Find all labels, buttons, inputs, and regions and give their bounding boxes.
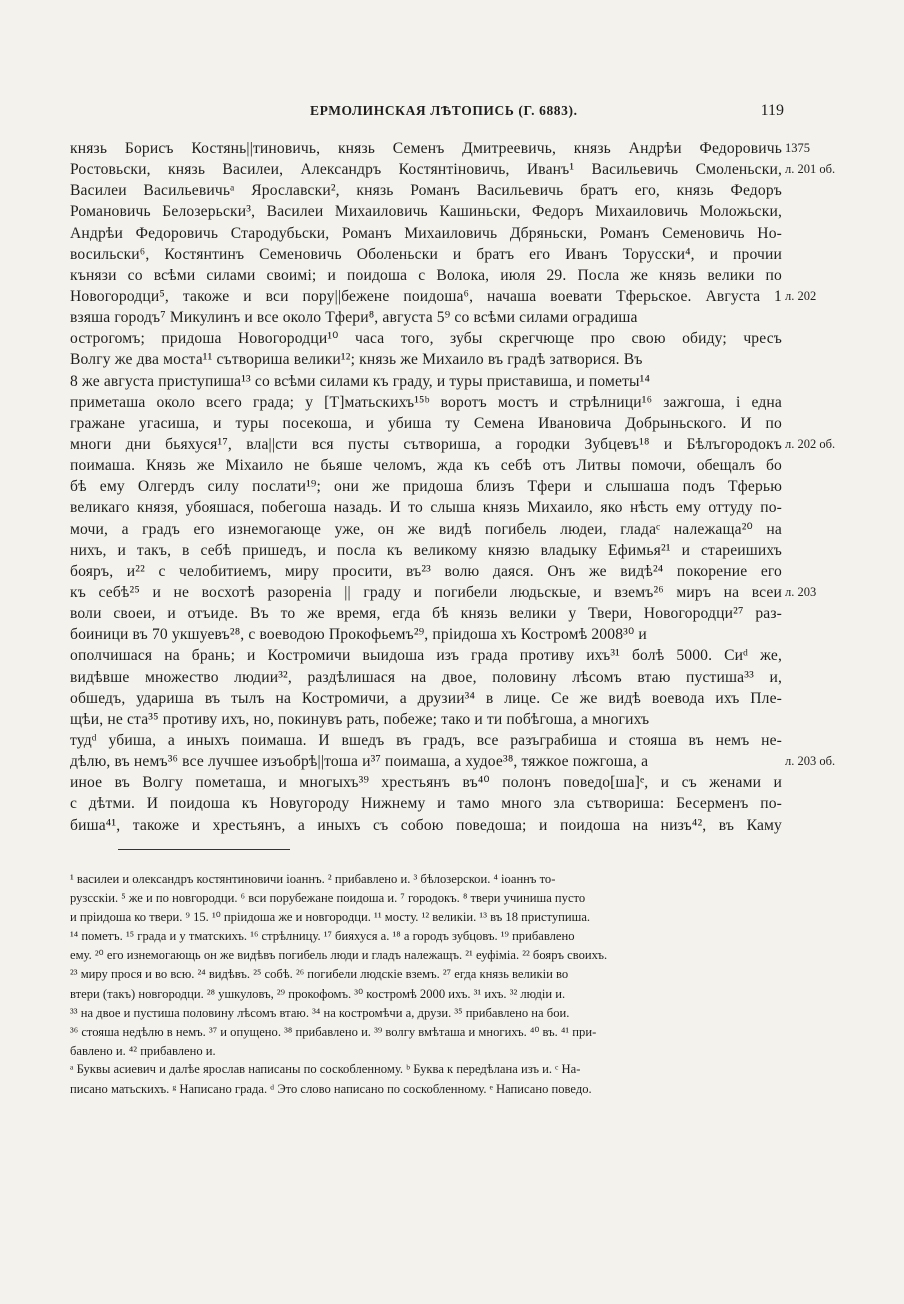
page-number: 119 [760,102,784,119]
footnote-line: ему. ²⁰ его изнемогающь он же видѣвъ погибель люди и гладъ належащъ. ²¹ еуфіміа. ²² бояръ своихъ. [70,948,608,963]
text-line: Новогородци⁵, такоже и вси пору||бежене поидоша⁶, начаша воевати Тферьское. Августа 1 [70,287,782,305]
text-line: тудᵈ убиша, а иныхъ поимаша. И вшедъ въ градъ, все разъграбиша и стояша въ немъ не- [70,731,782,749]
text-line: къ себѣ²⁵ и не восхотѣ разореніа || граду и погибели людьскые, и вземъ²⁶ миръ на всеи [70,583,782,601]
running-head [70,103,782,123]
text-line: поимаша. Князь же Міхаило не бьяше челомъ, жда къ себѣ отъ Литвы помочи, обещалъ бо [70,457,782,475]
text-line: боиници въ 70 укшуевъ²⁸, с воеводою Прокофьемъ²⁹, пріидоша хъ Костромѣ 2008³⁰ и [70,626,647,644]
footnote-line: ¹⁴ пометъ. ¹⁵ града и у тматскихъ. ¹⁶ стрѣлницу. ¹⁷ бияхуся а. ¹⁸ а городъ зубцовъ. ¹⁹ прибавлено [70,929,575,944]
margin-note: л. 202 [785,289,817,304]
text-line: с дѣтми. И поидоша къ Новугороду Нижнему и тамо много зла сътвориша: Бесерменъ по- [70,795,782,813]
footnote-line: ³³ на двое и пустиша половину лѣсомъ втаю. ³⁴ на костромѣчи а, друзи. ³⁵ прибавлено на бои. [70,1005,570,1020]
footnote-line: ¹ василеи и олександръ костянтиновичи іоаннъ. ² прибавлено и. ³ бѣлозерскои. ⁴ іоаннъ то- [70,872,556,886]
variant-footnotes [70,870,782,1061]
text-line: воли своеи, и отъиде. Въ то же время, егда бѣ князь велики у Твери, Новогородци²⁷ раз- [70,605,782,623]
text-line: бѣ ему Олгердъ силу послати¹⁹; они же придоша близъ Тфери и слышаша подъ Тферью [70,478,782,496]
margin-note: л. 203 [785,585,817,600]
text-line: острогомъ; придоша Новогородци¹⁰ часа того, зубы скрегчюще про свою обиду; чресъ [70,330,782,348]
margin-note: 1375 [785,141,810,155]
text-line: кънязи со всѣми силами своимі; и поидоша с Волока, июля 29. Посла же князь велики по [70,266,782,284]
text-line: Ростовьски, князь Василеи, Александръ Костянтіновичь, Иванъ¹ Васильевичь Смоленьски, [70,161,782,179]
text-line: биша⁴¹, такоже и хрестьянъ, а иныхъ съ собою поведоша; и поидоша на низъ⁴², въ Каму [70,816,782,834]
text-line: нихъ, и такъ, в себѣ пришедъ, и посла къ великому князю владыку Ефимья²¹ и стареишихъ [70,541,782,559]
text-line: восильски⁶, Костянтинъ Семеновичь Оболеньски и братъ его Иванъ Торусски⁴, и прочии [70,245,782,263]
footnote-line: бавлено и. ⁴² прибавлено и. [70,1043,216,1058]
footnote-divider [118,849,290,850]
footnote-line: ³⁶ стояша недѣлю в немъ. ³⁷ и опущено. ³⁸ прибавлено и. ³⁹ волгу вмѣташа и многихъ. ⁴⁰ въ. ⁴¹ при- [70,1024,597,1039]
text-line: 8 же августа приступиша¹³ со всѣми силами къ граду, и туры приставиша, и пометы¹⁴ [70,372,651,390]
margin-note: л. 202 об. [785,437,836,452]
text-line: ополчишася на брань; и Костромичи выидоша изъ града противу ихъ³¹ болѣ 5000. Сиᵈ же, [70,647,782,665]
text-line: иное въ Волгу пометаша, и многыхъ³⁹ хрестьянъ въ⁴⁰ полонъ поведо[ша]ᵉ, и съ женами и [70,774,782,792]
text-line: Андрѣи Федоровичь Стародубьски, Романъ Михаиловичь Дбряньски, Романъ Семеновичь Но- [70,224,782,242]
text-line: великаго князя, убояшася, побегоша назадь. И то слыша князь Михаило, яко нѣсть ему оттуду по- [70,499,782,517]
text-line: многи дни бьяхуся¹⁷, вла||сти вся пусты сътвориша, а городки Зубцевъ¹⁸ и Бѣлъгородокъ [70,435,782,453]
text-line: Романовичь Белозерьски³, Василеи Михаиловичь Кашиньски, Федоръ Михаиловичь Моложьски, [70,203,782,221]
text-line: Волгу же два моста¹¹ сътвориша велики¹²; князь же Михаило въ градѣ затворися. Въ [70,351,643,369]
text-line: видѣвше множество людии³², раздѣлишася на двое, половину лѣсомъ втаю пустиша³³ и, [70,668,782,686]
text-line: бояръ, и²² с челобитиемъ, миру просити, въ²³ волю даяся. Онъ же видѣ²⁴ покорение его [70,562,782,580]
text-line: князь Борисъ Костянь||тиновичь, князь Семенъ Дмитреевичь, князь Андрѣи Федоровичь [70,140,782,157]
text-line: гражане угасиша, и туры посекоша, и убиша ту Семена Ивановича Добрыньского. И по [70,414,782,432]
margin-note: л. 201 об. [785,162,836,177]
text-line: взяша городъ⁷ Микулинъ и все около Тфери⁸, августа 5⁹ со всѣми силами оградиша [70,309,638,327]
footnote-line: ²³ миру прося и во всю. ²⁴ видѣвъ. ²⁵ собѣ. ²⁶ погибели людскіе вземъ. ²⁷ егда князь великіи во [70,967,569,982]
text-line: обшедъ, удариша въ тылъ на Костромичи, а друзии³⁴ в лице. Се же видѣ воевода ихъ Пле- [70,689,782,707]
chronicle-text [70,138,782,836]
text-line: мочи, а градъ его изнемогающе уже, он же видѣ погибель людеи, гладаᶜ належаща²⁰ на [70,520,782,538]
text-line: приметаша около всего града; у [Т]матьскихъ¹⁵ᵇ воротъ мостъ и стрѣлници¹⁶ зажгоша, і една [70,393,782,411]
footnote-line: втери (такъ) новгородци. ²⁸ ушкуловъ, ²⁹ прокофомъ. ³⁰ костромѣ 2000 ихъ. ³¹ ихъ. ³² людіи и. [70,986,566,1001]
running-title: ЕРМОЛИНСКАЯ ЛѢТОПИСЬ (Г. 6883). [310,103,578,118]
footnote-line: и пріидоша ко твери. ⁹ 15. ¹⁰ пріидоша же и новгородци. ¹¹ мосту. ¹² великіи. ¹³ въ 18 приступиша. [70,910,591,925]
footnote-line: рузсскіи. ⁵ же и по новгородци. ⁶ вси порубежане поидоша и. ⁷ городокъ. ⁸ твери учиниша пусто [70,891,586,906]
editorial-notes [70,1060,782,1099]
note-line: ᵃ Буквы асиевич и далѣе ярослав написаны по соскобленному. ᵇ Буква к передѣлана изъ и. ᶜ На- [70,1062,581,1076]
note-line: писано матьскихъ. ᵍ Написано града. ᵈ Это слово написано по соскобленному. ᵉ Написано поведо. [70,1081,592,1096]
text-line: дѣлю, въ немъ³⁶ все лучшее изъобрѣ||тоша и³⁷ поимаша, а худое³⁸, тяжкое пожгоша, а [70,753,649,771]
text-line: Василеи Васильевичьᵃ Ярославски², князь Романъ Васильевичь братъ его, князь Федоръ [70,182,782,200]
text-line: щѣи, не ста³⁵ противу ихъ, но, покинувъ рать, побеже; тако и ти побѣгоша, а многихъ [70,710,650,728]
margin-note: л. 203 об. [785,754,836,769]
